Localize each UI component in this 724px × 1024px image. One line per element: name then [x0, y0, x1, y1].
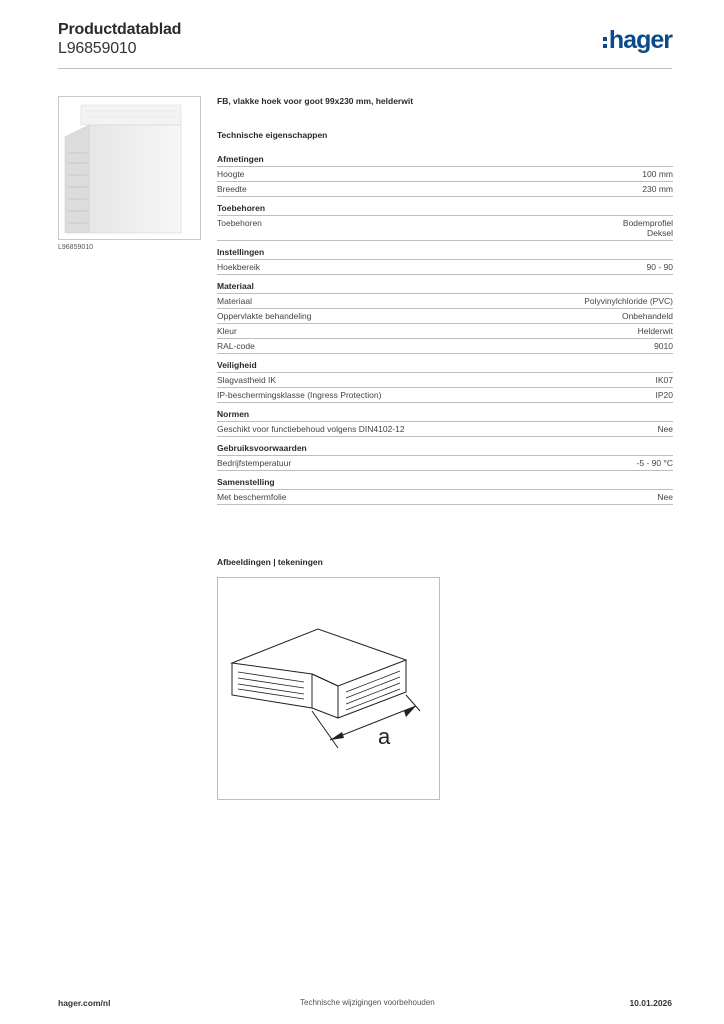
section-title: Toebehoren	[217, 203, 673, 216]
section-title: Afmetingen	[217, 154, 673, 167]
spec-value: 9010	[654, 341, 673, 351]
spec-label: Toebehoren	[217, 218, 262, 228]
spec-row	[217, 167, 673, 182]
dimension-label: a	[378, 724, 391, 749]
drawings-title: Afbeeldingen | tekeningen	[217, 557, 323, 567]
product-number: L96859010	[58, 40, 137, 57]
spec-value: Onbehandeld	[621, 311, 673, 321]
product-photo-icon	[59, 97, 200, 239]
section-afmetingen	[217, 154, 673, 197]
logo-text: hager	[608, 26, 672, 54]
section-veiligheid	[217, 360, 673, 403]
spec-value: Nee	[657, 424, 673, 434]
photo-caption: L96859010	[58, 244, 94, 251]
spec-label: Hoekbereik	[217, 262, 260, 272]
spec-label: Slagvastheid IK	[217, 375, 277, 385]
spec-value: Helderwit	[637, 326, 673, 336]
section-title: Normen	[217, 409, 673, 422]
product-description: FB, vlakke hoek voor goot 99x230 mm, helderwit	[217, 96, 414, 106]
spec-label: Oppervlakte behandeling	[217, 311, 312, 321]
section-title: Materiaal	[217, 281, 673, 294]
spec-value: 90 - 90	[646, 262, 673, 272]
spec-value: 230 mm	[642, 184, 673, 194]
spec-label: Met beschermfolie	[217, 492, 287, 502]
spec-value: IK07	[655, 375, 673, 385]
spec-label: Materiaal	[217, 296, 252, 306]
spec-value: Polyvinylchloride (PVC)	[584, 296, 673, 306]
spec-label: Hoogte	[217, 169, 245, 179]
spec-value: 100 mm	[642, 169, 673, 179]
header-divider	[58, 68, 672, 69]
document-title: Productdatablad	[58, 21, 182, 38]
spec-row	[217, 373, 673, 388]
section-title: Instellingen	[217, 247, 673, 260]
footer-date: 10.01.2026	[629, 998, 672, 1008]
section-title: Samenstelling	[217, 477, 673, 490]
spec-label: Breedte	[217, 184, 247, 194]
section-title: Gebruiksvoorwaarden	[217, 443, 673, 456]
spec-row	[217, 216, 673, 241]
spec-row	[217, 309, 673, 324]
section-gebruiksvoorwaarden	[217, 443, 673, 471]
spec-value: Nee	[657, 492, 673, 502]
spec-value: Bodemprofiel	[622, 218, 673, 228]
section-title: Veiligheid	[217, 360, 673, 373]
spec-label: Bedrijfstemperatuur	[217, 458, 292, 468]
logo-dots-icon	[603, 37, 607, 48]
spec-row	[217, 182, 673, 197]
section-normen	[217, 409, 673, 437]
spec-row	[217, 490, 673, 505]
spec-value: IP20	[655, 390, 673, 400]
hager-logo[interactable]	[603, 28, 672, 53]
spec-row	[217, 422, 673, 437]
spec-value: -5 - 90 °C	[636, 458, 673, 468]
section-materiaal	[217, 281, 673, 354]
footer-website[interactable]: hager.com/nl	[58, 998, 111, 1008]
section-samenstelling	[217, 477, 673, 505]
product-photo	[58, 96, 201, 240]
footer-disclaimer: Technische wijzigingen voorbehouden	[300, 998, 435, 1007]
technical-drawing	[217, 577, 440, 800]
spec-row	[217, 324, 673, 339]
spec-value: Deksel	[647, 228, 673, 238]
spec-value-multi	[623, 218, 673, 238]
spec-label: Geschikt voor functiebehoud volgens DIN4102-12	[217, 424, 405, 434]
spec-row	[217, 388, 673, 403]
spec-label: IP-beschermingsklasse (Ingress Protection)	[217, 390, 382, 400]
spec-row	[217, 339, 673, 354]
spec-row	[217, 294, 673, 309]
specifications	[217, 96, 673, 511]
section-toebehoren	[217, 203, 673, 241]
section-instellingen	[217, 247, 673, 275]
spec-label: Kleur	[217, 326, 237, 336]
corner-drawing-icon	[218, 578, 439, 799]
spec-label: RAL-code	[217, 341, 255, 351]
spec-row	[217, 260, 673, 275]
tech-heading: Technische eigenschappen	[217, 130, 328, 140]
spec-row	[217, 456, 673, 471]
